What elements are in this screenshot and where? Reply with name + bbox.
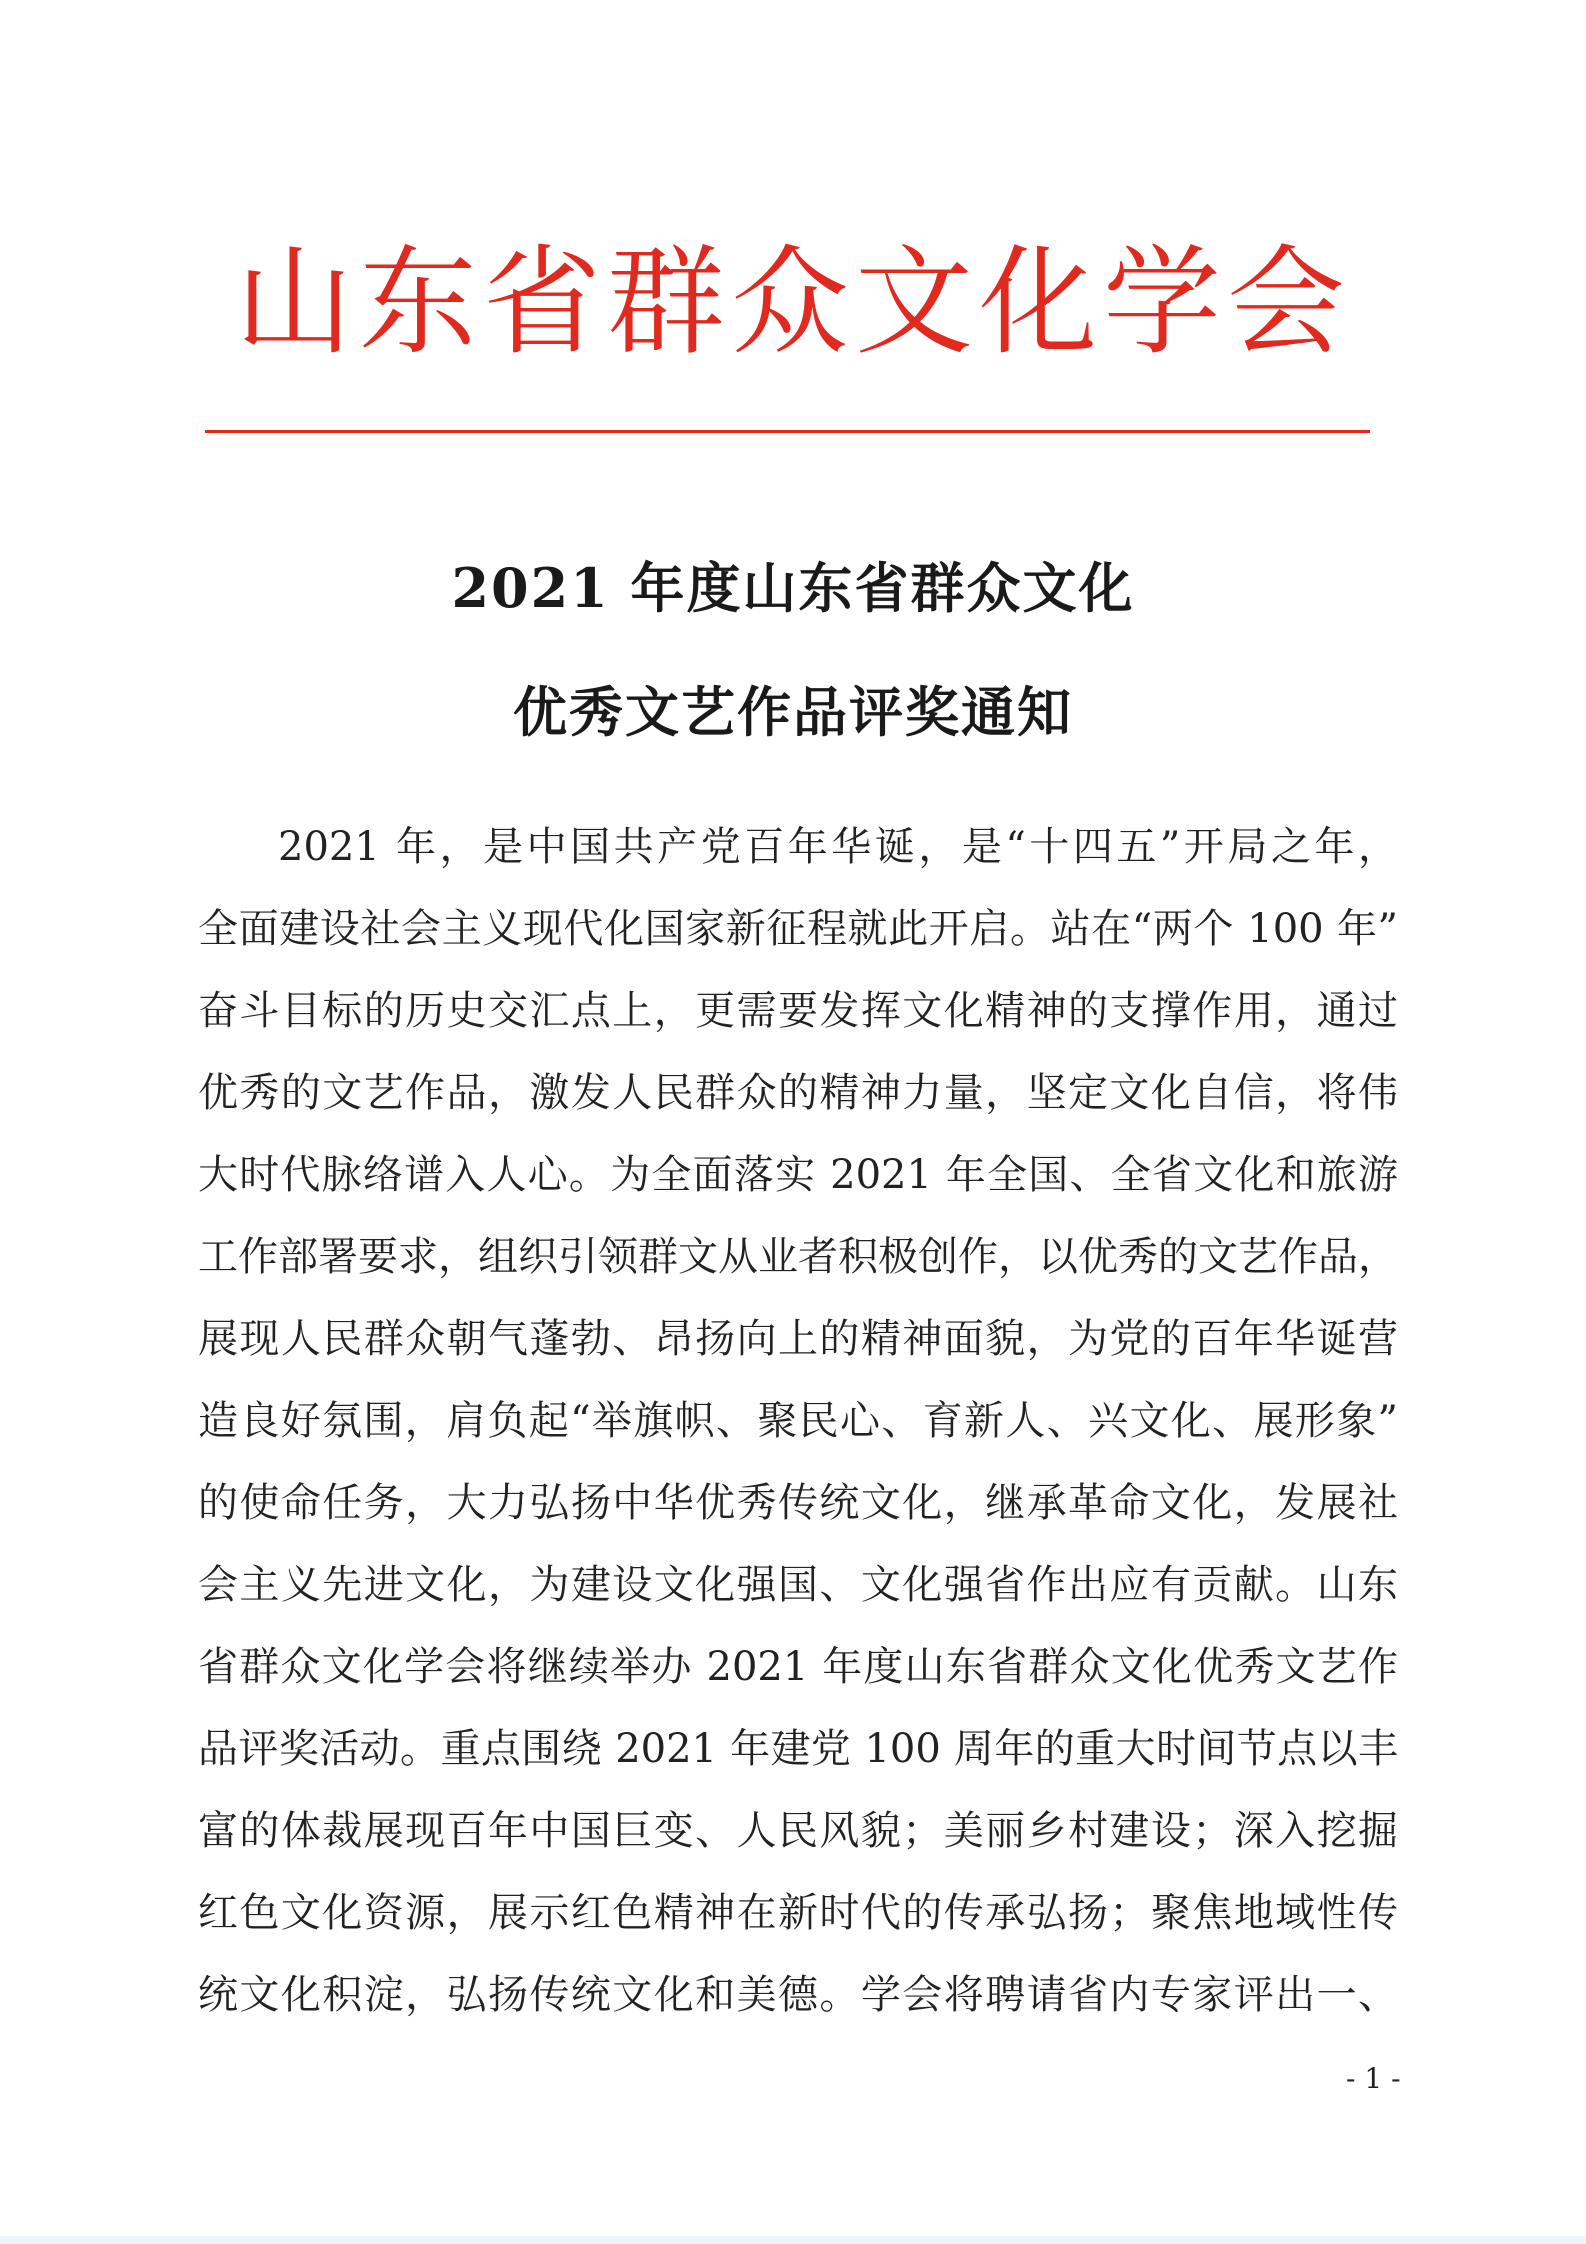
body-paragraph [198, 806, 1398, 2036]
body-line: 优秀的文艺作品，激发人民群众的精神力量，坚定文化自信，将伟 [198, 1070, 1398, 1116]
body-line: 会主义先进文化，为建设文化强国、文化强省作出应有贡献。山东 [198, 1562, 1398, 1608]
body-line: 品评奖活动。重点围绕 2021 年建党 100 周年的重大时间节点以丰 [198, 1726, 1398, 1772]
body-line: 的使命任务，大力弘扬中华优秀传统文化，继承革命文化，发展社 [198, 1480, 1398, 1526]
body-line: 富的体裁展现百年中国巨变、人民风貌；美丽乡村建设；深入挖掘 [198, 1808, 1398, 1854]
body-line: 红色文化资源，展示红色精神在新时代的传承弘扬；聚焦地域性传 [198, 1890, 1398, 1936]
body-line: 展现人民群众朝气蓬勃、昂扬向上的精神面貌，为党的百年华诞营 [198, 1316, 1398, 1362]
body-line: 省群众文化学会将继续举办 2021 年度山东省群众文化优秀文艺作 [198, 1644, 1398, 1690]
body-line: 统文化积淀，弘扬传统文化和美德。学会将聘请省内专家评出一、 [198, 1972, 1398, 2018]
body-line: 奋斗目标的历史交汇点上，更需要发挥文化精神的支撑作用，通过 [198, 988, 1398, 1034]
letterhead-title: 山东省群众文化学会 [234, 233, 1351, 371]
body-line: 2021 年，是中国共产党百年华诞，是“十四五”开局之年， [278, 824, 1398, 870]
document-title-line-2: 优秀文艺作品评奖通知 [513, 680, 1073, 744]
letterhead-divider [205, 430, 1370, 433]
body-line: 大时代脉络谱入人心。为全面落实 2021 年全国、全省文化和旅游 [198, 1152, 1398, 1198]
scan-bottom-edge [0, 2236, 1586, 2244]
document-title-line-1: 2021 年度山东省群众文化 [451, 556, 1135, 620]
body-line: 工作部署要求，组织引领群文从业者积极创作，以优秀的文艺作品， [198, 1234, 1398, 1280]
body-line: 全面建设社会主义现代化国家新征程就此开启。站在“两个 100 年” [198, 906, 1398, 952]
body-line: 造良好氛围，肩负起“举旗帜、聚民心、育新人、兴文化、展形象” [198, 1398, 1398, 1444]
page-number: - 1 - [1346, 2062, 1401, 2095]
